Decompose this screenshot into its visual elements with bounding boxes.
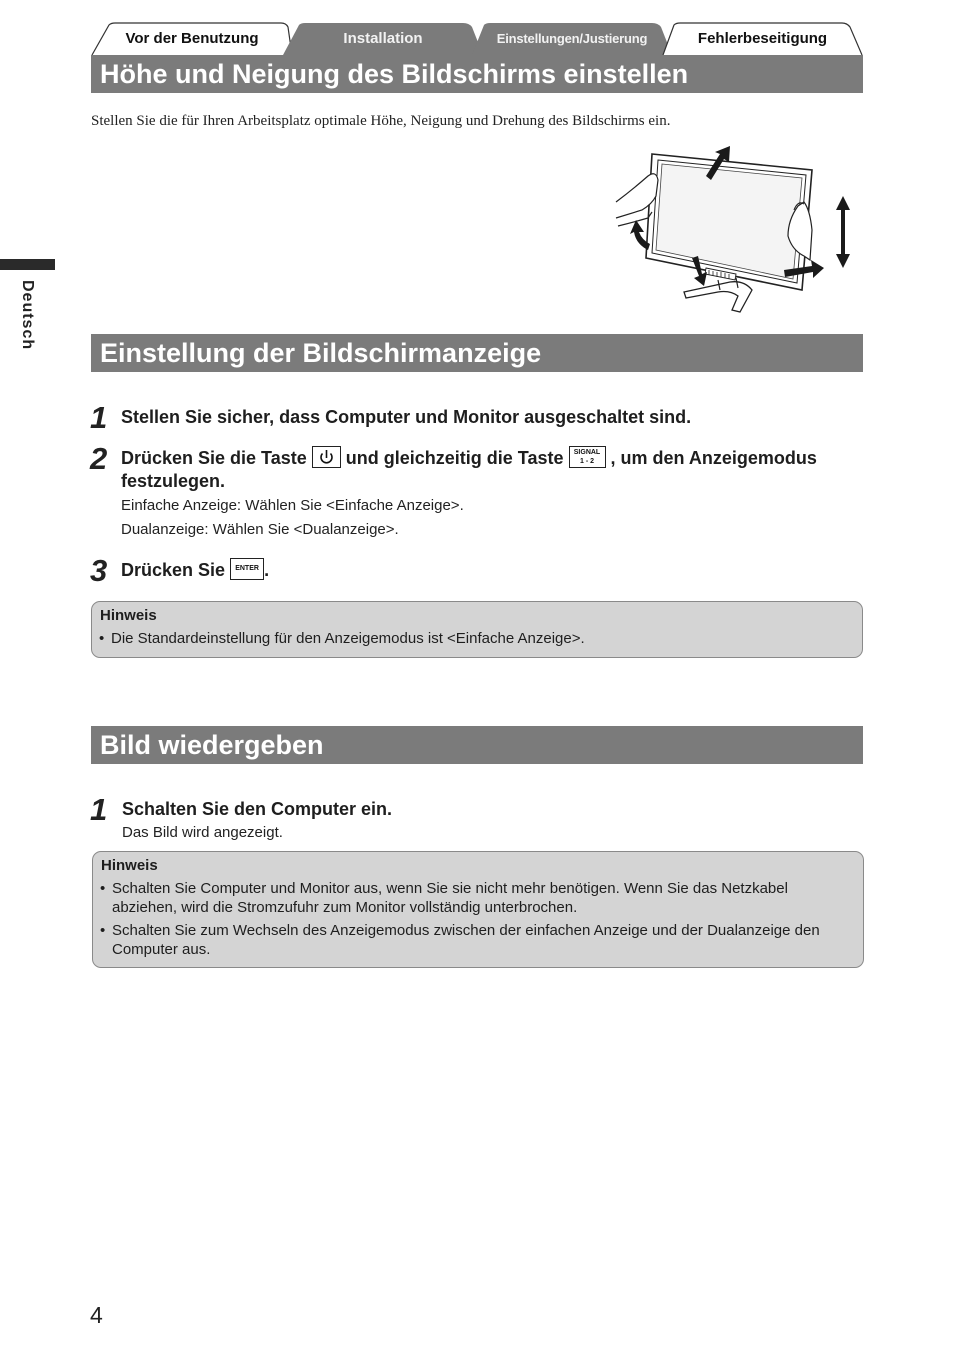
signal-key bbox=[569, 446, 606, 468]
page-number: 4 bbox=[90, 1302, 103, 1328]
side-tab-language: Deutsch bbox=[19, 280, 36, 351]
note-box bbox=[91, 601, 863, 658]
section-title-bildschirmanzeige bbox=[91, 334, 863, 372]
step-number: 1 bbox=[90, 792, 108, 827]
bullet: • bbox=[100, 922, 106, 939]
tab-einstellungen[interactable] bbox=[472, 22, 672, 55]
power-icon bbox=[313, 447, 340, 467]
step-text: Stellen Sie sicher, dass Computer und Monitor ausgeschaltet sind. bbox=[121, 407, 692, 427]
note-item bbox=[101, 921, 843, 959]
tab-label: Vor der Benutzung bbox=[125, 30, 259, 47]
signal-key-line1: SIGNAL bbox=[573, 449, 601, 457]
section-title-bild-wiedergeben bbox=[91, 726, 863, 764]
note-item-text: Schalten Sie Computer und Monitor aus, wenn Sie sie nicht mehr benötigen. Wenn Sie das Netzkabel abziehen, wird die Stromzufuhr zum Monitor vollständig unterbrochen. bbox=[112, 880, 788, 916]
step-number: 2 bbox=[90, 441, 108, 476]
stand-base-shape bbox=[684, 282, 752, 312]
step-text-part: , um den Anzeigemodus bbox=[610, 448, 817, 468]
step-text-part: Drücken Sie bbox=[121, 560, 226, 580]
note-item-text: Die Standardeinstellung für den Anzeigemodus ist <Einfache Anzeige>. bbox=[111, 630, 585, 647]
power-key bbox=[312, 446, 341, 468]
step-text-suffix: . bbox=[264, 560, 270, 580]
step-text-part: und gleichzeitig die Taste bbox=[345, 448, 564, 468]
tab-label: Fehlerbeseitigung bbox=[697, 30, 828, 47]
step-text-part: Drücken Sie die Taste bbox=[121, 448, 307, 468]
note-item-text: Schalten Sie zum Wechseln des Anzeigemodus zwischen der einfachen Anzeige und der Dualanzeige den Computer aus. bbox=[112, 922, 820, 958]
note-item bbox=[101, 879, 843, 917]
tab-label: Installation bbox=[343, 30, 423, 47]
section-title-hoehe-neigung bbox=[91, 55, 863, 93]
note-title: Hinweis bbox=[100, 607, 157, 624]
step-number: 3 bbox=[90, 553, 108, 588]
section-title-text: Höhe und Neigung des Bildschirms einstellen bbox=[100, 58, 689, 89]
step-subtext: Dualanzeige: Wählen Sie <Dualanzeige>. bbox=[121, 521, 399, 538]
step-text bbox=[121, 559, 269, 582]
tab-label: Einstellungen/Justierung bbox=[496, 31, 648, 46]
note-box bbox=[92, 851, 864, 968]
step-text: Schalten Sie den Computer ein. bbox=[122, 799, 393, 819]
bullet: • bbox=[99, 630, 105, 647]
section-title-text: Bild wiedergeben bbox=[100, 729, 324, 760]
step-subtext: Das Bild wird angezeigt. bbox=[122, 824, 283, 841]
intro-text: Stellen Sie die für Ihren Arbeitsplatz optimale Höhe, Neigung und Drehung des Bildschirms ein. bbox=[91, 113, 671, 129]
step-number: 1 bbox=[90, 400, 108, 435]
monitor-adjustment-illustration bbox=[612, 140, 858, 320]
enter-key: ENTER bbox=[230, 558, 264, 580]
note-item bbox=[100, 629, 854, 648]
tab-installation[interactable] bbox=[283, 22, 483, 55]
step-text-part: festzulegen. bbox=[121, 471, 226, 492]
step-text bbox=[121, 447, 866, 493]
tab-vor-der-benutzung[interactable] bbox=[91, 22, 293, 55]
bullet: • bbox=[100, 880, 106, 897]
note-title: Hinweis bbox=[101, 857, 158, 874]
signal-key-line2: 1 - 2 bbox=[579, 458, 594, 466]
step-subtext: Einfache Anzeige: Wählen Sie <Einfache Anzeige>. bbox=[121, 497, 464, 514]
tab-fehlerbeseitigung[interactable] bbox=[662, 22, 863, 55]
side-tab-marker bbox=[0, 259, 55, 270]
section-title-text: Einstellung der Bildschirmanzeige bbox=[100, 337, 542, 368]
